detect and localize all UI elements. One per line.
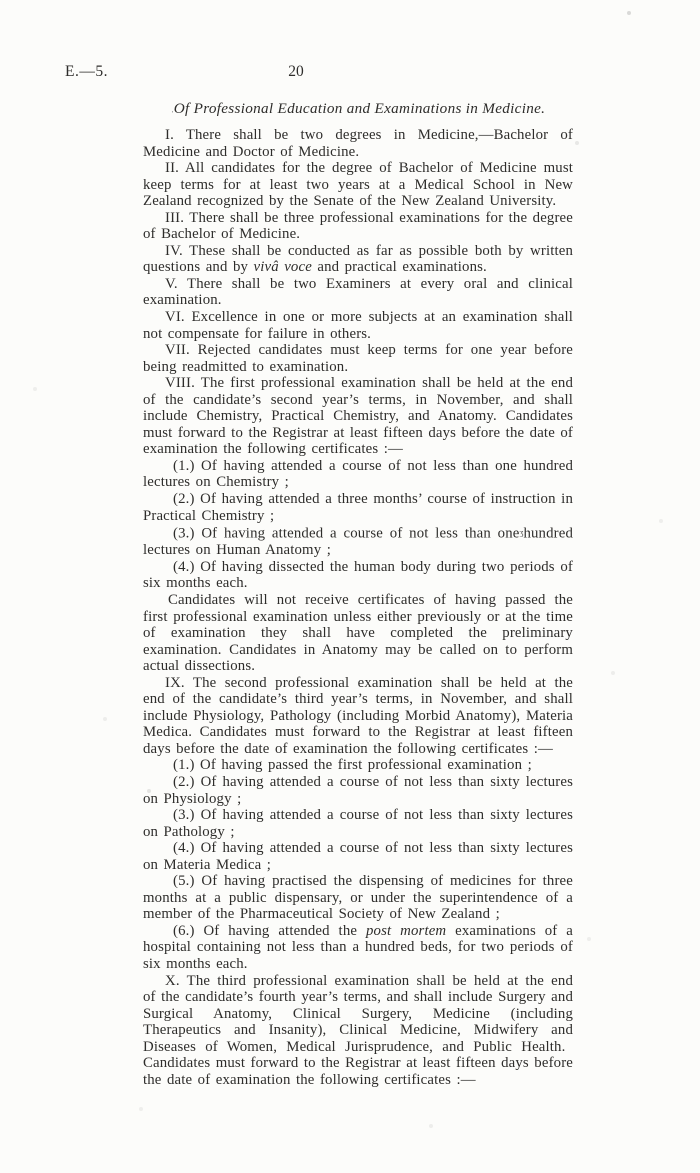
text-segment: VII. Rejected candidates must keep terms for one year before being readmitted to examination. [143,342,573,375]
certificate-item [143,559,573,592]
certificate-item [143,807,573,840]
italic-text: post mortem [365,922,447,939]
running-header [0,63,700,85]
paragraph [143,309,573,342]
certificate-item [143,491,573,524]
text-segment: (2.) Of having attended a three months’ course of instruction in Practical Chemistry ; [143,491,573,524]
paragraph [143,243,573,276]
certificate-item [143,524,573,559]
paragraph [143,210,573,243]
text-segment: (1.) Of having attended a course of not less than one hundred lectures on Chemistry ; [143,457,573,491]
text-segment: II. All candidates for the degree of Bachelor of Medicine must keep terms for at least two years at a Medical School in New Zealand recognized by the Senate of the New Zealand University. [143,160,573,210]
scan-noise [0,0,2,2]
text-segment: X. The third professional examination shall be held at the end of the candidate’s fourth year’s terms, and shall include Surgery and Surgical Anatomy, Clinical Surgery, Medicine (including Therapeutics and Insanity), Clinical Medicine, Midwifery and Diseases of Women, Medical Jurisprudence, and Public Health. Candidates must forward to the Registrar at least fifteen days before the date of examination the following certificates :— [143,972,573,1088]
text-segment: IX. The second professional examination shall be held at the end of the candidate’s third year’s terms, in November, and shall include Physiology, Pathology (including Morbid Anatomy), Materia Medica. Candidates must forward to the Registrar at least fifteen days before the date of examination the following certificates :— [143,674,573,757]
print-artifact: ˌ [170,102,174,113]
text-segment: (2.) Of having attended a course of not less than sixty lectures on Physiology ; [143,773,573,807]
text-segment: III. There shall be three professional examinations for the degree of Bachelor of Medicine. [143,209,573,243]
text-segment: (5.) Of having practised the dispensing of medicines for three months at a public dispensary, or under the superintendence of a member of the Pharmaceutical Society of New Zealand ; [143,873,573,923]
page-number: 20 [288,63,304,80]
text-segment: (3.) Of having attended a course of not less than one [173,525,520,542]
document-body [143,127,573,1088]
text-segment: and practical examinations. [311,259,487,276]
text-segment: hundred lectures on Human Anatomy ; [143,525,573,559]
certificate-item [143,774,573,807]
text-segment: examinations of a hospital containing not less than a hundred beds, for two periods of six months each. [143,922,574,972]
paragraph [143,675,573,758]
certificate-item [143,873,573,923]
certificate-item [143,458,573,491]
text-segment: VI. Excellence in one or more subjects at an examination shall not compensate for failure in others. [143,309,573,342]
text-segment: IV. These shall be conducted as far as possible both by written questions and by [143,242,573,276]
text-segment: (4.) Of having dissected the human body during two periods of six months each. [143,558,573,592]
text-segment: (4.) Of having attended a course of not less than sixty lectures on Materia Medica ; [143,840,573,873]
text-segment: Candidates will not receive certificates of having passed the first professional examination unless either previously or at the time of examination they shall have completed the preliminary examination. Candidates in Anatomy may be called on to perform actual dissections. [143,591,573,675]
text-segment: (3.) Of having attended a course of not less than sixty lectures on Pathology ; [143,807,573,840]
text-segment: I. There shall be two degrees in Medicine,—Bachelor of Medicine and Doctor of Medicine. [143,127,573,160]
print-artifact: ʒ [519,527,524,538]
paragraph [143,973,573,1089]
paragraph [143,375,573,458]
text-segment: VIII. The first professional examination shall be held at the end of the candidate’s second year’s terms, in November, and shall include Chemistry, Practical Chemistry, and Anatomy. Candidates must forward to the Registrar at least fifteen days before the date of examination the following certificates :— [143,375,573,458]
paragraph [143,276,573,309]
text-segment: V. There shall be two Examiners at every oral and clinical examination. [143,275,573,309]
italic-text: vivâ voce [253,259,312,276]
text-segment: (1.) Of having passed the first professional examination ; [173,757,532,774]
text-segment: (6.) Of having attended the [173,922,366,939]
certificate-item [143,757,573,774]
document-ref: E.—5. [65,63,108,80]
certificate-item [143,840,573,873]
paragraph [143,160,573,210]
paragraph [143,342,573,375]
certificate-item [143,923,573,973]
italic-text: Of Professional Education and Examinations in Medicine. [173,100,546,117]
section-heading [143,100,573,118]
paragraph [143,592,573,675]
paragraph [143,127,573,160]
